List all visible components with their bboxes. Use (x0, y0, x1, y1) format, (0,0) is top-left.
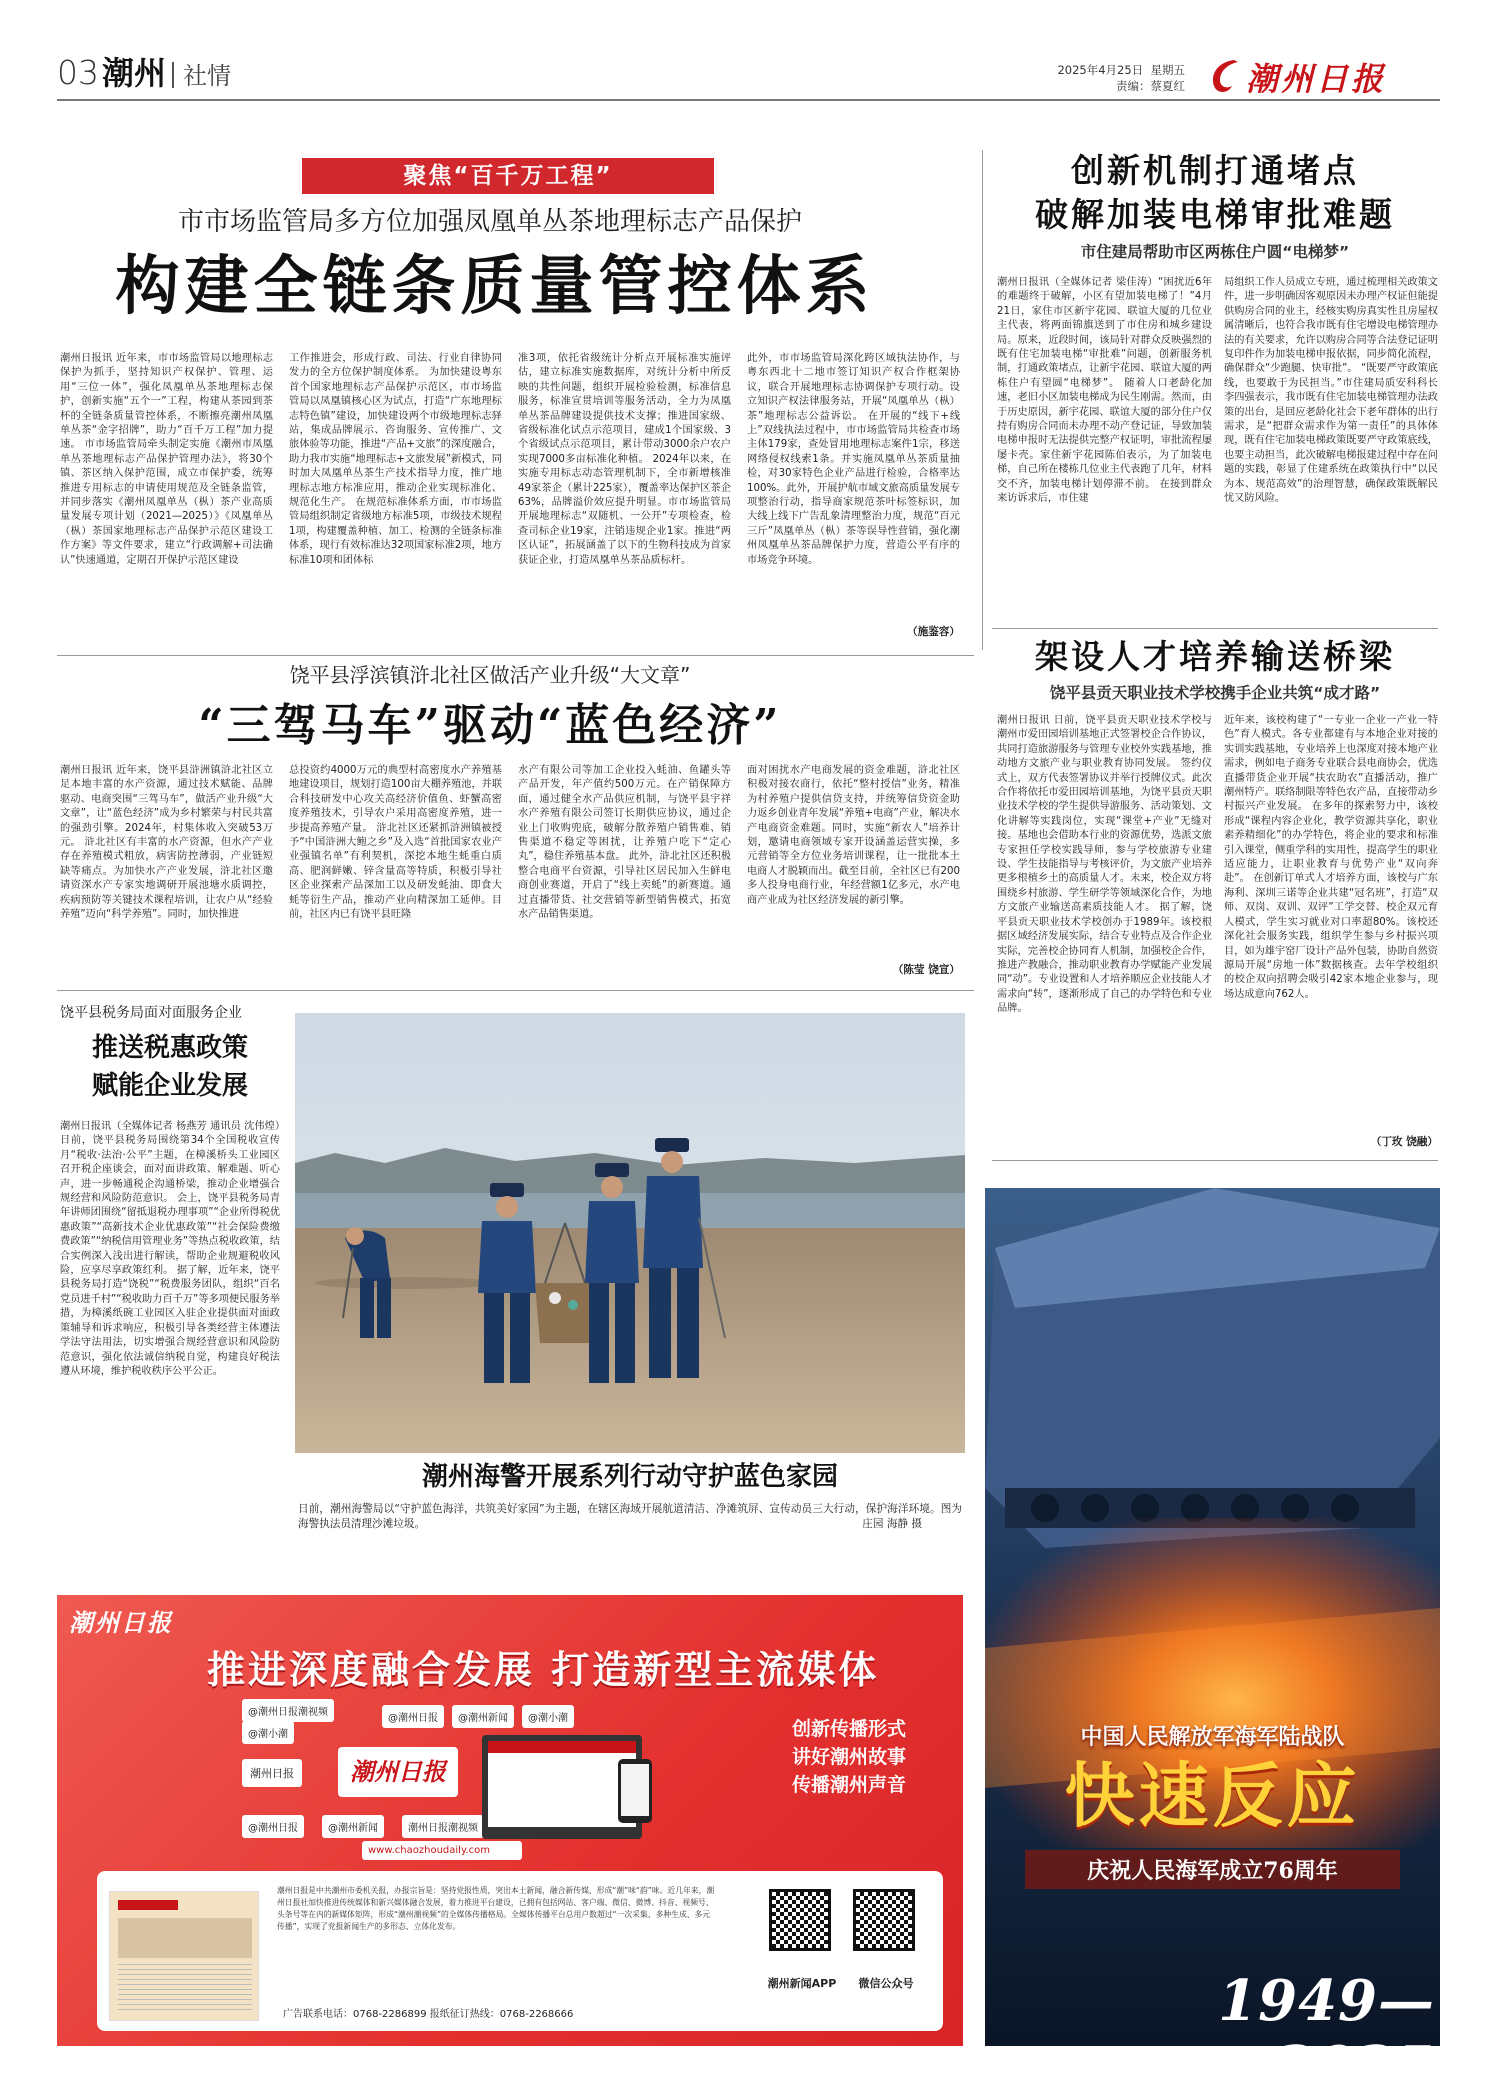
article2-col1: 潮州日报讯（全媒体记者 梁佳涛）“困扰近6年的难题终于破解，小区有望加装电梯了！”4月21日，家住市区新宇花园、联谊大厦的几位业主代表，将两面锦旗送到了市住房和城乡建设局。原来，近段时间，该局针对群众反映强烈的既有住宅加装电梯“审批难”问题，创新服务机制，打通政策堵点，让新宇花园、联谊大厦的两栋住户有望圆“电梯梦”。 随着人口老龄化加速，老旧小区加装电梯成为民生刚需。然而，由于历史原因，新宇花园、联谊大厦的部分住户仅持有购房合同而未办理不动产登记证，导致加装电梯申报时无法提供完整产权证明，审批流程屡屡卡壳。家住新宇花园陈伯表示，为了加装电梯，自己所在楼栋几位业主代表跑了几年，材料交不齐，加装电梯计划停滞不前。 在接到群众来访诉求后，市住建 (997, 277, 1212, 505)
section-name: 社情 (183, 62, 231, 90)
ad-tag-0: @潮州日报潮视频 (242, 1699, 334, 1722)
article2-col2: 局组织工作人员成立专班，通过梳理相关政策文件，进一步明确因客观原因未办理产权证但能提供购房合同的业主，经核实购房真实性且房屋权属清晰后，也符合我市既有住宅增设电梯管理办法的有关要求，允许以购房合同等合法登记证明复印件作为加装电梯申报依据，同步简化流程，确保群众“少跑腿、快审批”。 “既要严守政策底线，也要敢于为民担当。”市住建局质安科科长李四强表示，我市既有住宅加装电梯管理办法政策的出台，是回应老龄化社会下老年群体的出行需求，是“把群众需求作为第一责任”的具体体现，既有住宅加装电梯政策既要严守政策底线，也要主动担当，此次破解电梯报建过程中存在问题的实践，彰显了住建系统在政策执行中“以民为本、规范高效”的治理智慧，确保政策既解民忧又防风险。 (1224, 277, 1438, 505)
article1-kicker: 市市场监管局多方位加强凤凰单丛茶地理标志产品保护 (177, 207, 802, 237)
header-divider (172, 62, 174, 88)
ad-qr-wechat (853, 1889, 915, 1951)
ad-slogan (792, 1715, 952, 1799)
ad-info-panel (97, 1871, 943, 2031)
navy-ad-years: 1949—2025 (1218, 1968, 1435, 2100)
photo-caption (298, 1502, 962, 1532)
article1-author: （施鉴容） (907, 626, 960, 638)
ad-tag-3: @潮州新闻 (452, 1705, 514, 1728)
photo-caption-text: 日前，潮州海警局以“守护蓝色海洋，共筑美好家园”为主题，在辖区海域开展航道清洁、净滩筑屏、宣传动员三大行动，保护海洋环境。图为海警执法员清理沙滩垃圾。 (298, 1503, 962, 1530)
article3-kicker: 饶平县浮滨镇浒北社区做活产业升级“大文章” (289, 663, 691, 687)
media-ad (57, 1595, 963, 2046)
issue-date: 2025年4月25日 星期五 (1057, 63, 1185, 77)
ad-slogan-line-3: 传播潮州声音 (792, 1774, 907, 1796)
ad-intro-text: 潮州日报是中共潮州市委机关报，办报宗旨是：坚持党报性质，突出本土新闻，融合新传媒，形成“潮”味“韵”味。近几年来，潮州日报社加快推进传统媒体和新兴媒体融合发展，着力推进平台建设，已拥有包括网站、客户端、微信、微博、抖音、视频号、头条号等在内的新媒体矩阵，形成“潮州潮视频”的全媒体传播格局。全媒体传播平台总用户数超过“一次采集、多种生成、多元传播”，实现了党报新闻生产的多形态、立体化发布。 (277, 1886, 715, 1931)
ad-tag-7: @潮州新闻 (322, 1815, 384, 1838)
article5-headline-line1: 推送税惠政策 (91, 1033, 248, 1063)
ad-site-bar: www.chaozhoudaily.com (362, 1841, 522, 1860)
photo-credit: 庄园 海静 摄 (862, 1518, 922, 1530)
article3-col4: 面对困扰水产电商发展的资金难题，浒北社区积极对接农商行，依托“整村授信”业务，精准为村养殖户提供信贷支持，并统筹信贷资金助力返乡创业青年发展“养殖+电商”产业，解决水产电商资金难题。同时，实施“新农人”培养计划，邀请电商领域专家开设涵盖运营实操，多元营销等全方位业务培训课程，让一批批本土电商人才脱颖而出。截至目前，全社区已有200多人投身电商行业，年经营额1亿多元，水产电商产业成为社区经济发展的新引擎。 (747, 765, 961, 906)
article3-headline: “三驾马车”驱动“蓝色经济” (198, 700, 782, 751)
ad-tag-6: @潮州日报 (242, 1815, 304, 1838)
article4-bottom-rule (992, 1160, 1438, 1161)
article2-subhead: 市住建局帮助市区两栋住户圆“电梯梦” (1080, 243, 1350, 261)
article5-kicker: 饶平县税务局面对面服务企业 (60, 1005, 242, 1021)
article4-subhead: 饶平县贡天职业技术学校携手企业共筑“成才路” (1049, 684, 1381, 702)
article4-author: （丁玫 饶融） (1370, 1136, 1438, 1148)
ad-qr-label-app: 潮州新闻APP (767, 1977, 837, 1990)
beach-cleanup-image (295, 1013, 965, 1453)
vertical-divider (982, 150, 983, 650)
ad-slogan-line-2: 讲好潮州故事 (792, 1746, 907, 1768)
ad-headline: 推进深度融合发展 打造新型主流媒体 (207, 1647, 880, 1692)
header-rule (57, 99, 1440, 101)
editor-credit: 责编：蔡夏红 (1116, 79, 1185, 93)
article4-col2: 近年来，该校构建了“一专业一企业一产业一特色”育人模式。各专业都建有与本地企业对接的实训实践基地，专业培养上也深度对接本地产业需求，例如电子商务专业联合县电商协会，优选直播带货企业开展“扶农助农”直播活动，推广潮州特产。联络制限等特色农产品，直接带动乡村振兴产业发展。 在多年的探索努力中，该校形成“课程内容企业化，教学资源共享化，职业素养精细化”的办学特色，将企业的要求和标准引入课堂，侧重学科的实用性，提高学生的职业适应能力，让职业教育与优势产业“双向奔赴”。 在创新订单式人才培养方面，该校与广东海利、深圳三诺等企业共建“冠名班”，打造“双师、双岗、双训、双评”工学交替、校企双元育人模式，学生实习就业对口率超80%。该校还深化社会服务实践，组织学生参与乡村振兴项目，如为雄宇窑厂设计产品外包装，协助自然资源局开展“房地一体”数据核查。去年学校组织的校企双向招聘会吸引42家本地企业参与，现场达成意向762人。 (1224, 715, 1438, 1000)
ad-newspaper-thumb (109, 1891, 259, 2021)
ad-tag-8: 潮州日报潮视频 (402, 1815, 484, 1838)
ad-tag-5: 潮州日报 (242, 1759, 302, 1787)
article2-headline-line2: 破解加装电梯审批难题 (1035, 195, 1395, 234)
edition-name: 潮州 (102, 54, 167, 92)
article1-bottom-rule (57, 655, 974, 656)
article2-headline-line1: 创新机制打通堵点 (1071, 151, 1359, 190)
article4-headline: 架设人才培养输送桥梁 (1035, 637, 1395, 676)
masthead-swirl-icon (1208, 56, 1242, 96)
ad-contact: 广告联系电话：0768-2286899 报纸征订热线：0768-2268666 (283, 2009, 574, 2020)
ad-tag-1: @潮小潮 (242, 1721, 294, 1744)
article3-author: （陈莹 饶宣） (892, 964, 960, 976)
article1-col2: 工作推进会，形成行政、司法、行业自律协同发力的全方位保护制度体系。 为加快建设粤东首个国家地理标志产品保护示范区，市市场监管局以凤凰镇核心区为试点，打造“广东地理标志特色镇”建设，加快建设两个市级地理标志驿站，集成品牌展示、咨询服务、宣传推广、文旅体验等功能，推进“产品+文旅”的深度融合，助力我市实施“地理标志+文旅发展”新模式，同时加大凤凰单丛茶生产技术指导力度，推广地理标志地方标准应用，推动企业实现标准化、规范化生产。 在规范标准体系方面，市市场监管局组织制定省级地方标准5项，市级技术规程1项，构建覆盖种植、加工、检测的全链条标准体系，现行有效标准达32项国家标准2项，地方标准10项和团体标 (289, 353, 503, 566)
ad-tag-2: @潮州日报 (382, 1705, 444, 1728)
ad-center-logo: 潮州日报 (338, 1747, 458, 1797)
amphibious-vehicle-image (985, 1188, 1440, 2046)
article3-bottom-rule (57, 990, 974, 991)
article1-col3: 准3项，依托省级统计分析点开展标准实施评估，建立标准实施数据库，对统计分析中所反映的共性问题，组织开展检验检测，标准信息服务，标准宣贯培训等服务活动，全力为凤凰单丛茶品牌建设提供技术支撑；推进国家级、省级标准化试点示范项目，建成1个国家级、3个省级试点示范项目，累计带动3000余户农户实现7000多亩标准化种植。 2024年以来，在实施专用标志动态管理机制下，全市新增核准49家茶企（累计225家），覆盖率达保护区茶企63%，品牌溢价效应提升明显。市市场监管局开展地理标志“双随机、一公开”专项检查，检查司标企业19家，注销违规企业1家。推进“两区认证”，拓展涵盖了以下的生物科技成为首家获证企业，打造凤凰单丛茶品质标杆。 (518, 353, 731, 566)
navy-ad-line1: 中国人民解放军海军陆战队 (1080, 1724, 1345, 1750)
ad-qr-app (769, 1889, 831, 1951)
photo-title: 潮州海警开展系列行动守护蓝色家园 (421, 1462, 838, 1492)
article3-col3: 水产有限公司等加工企业投入蚝油、鱼罐头等产品开发，年产值约500万元。在产销保障方面，通过健全水产品供应机制，与饶平县宇祥水产养殖有限公司签订长期供应协议，通过企业上门收购兜底，破解分散养殖户销售难、销售渠道不稳定等困扰，让养殖户吃下“定心丸”，稳住养殖基本盘。 此外，浒北社区还积极整合电商平台资源，引导社区居民加入生鲜电商创业赛道，开启了“线上卖蚝”的新赛道。通过直播带货、社交营销等新型销售模式，拓宽水产品销售渠道。 (518, 765, 731, 921)
article3-col1: 潮州日报讯 近年来，饶平县浒洲镇浒北社区立足本地丰富的水产资源，通过技术赋能、品牌驱动、电商突围“三驾马车”，做活产业升级“大文章”，让“蓝色经济”成为乡村繁荣与村民共富的强劲引擎。2024年，村集体收入突破53万元。 浒北社区有丰富的水产资源，但水产产业存在养殖模式粗放，病害防控薄弱，产业链短缺等痛点。为加快水产产业发展，浒北社区邀请资深水产专家实地调研开展池塘水质调控，疾病预防等关键技术课程培训，让农户从“经验养殖”迈向“科学养殖”。同时，加快推进 (60, 765, 273, 921)
article1-col4: 此外，市市场监管局深化跨区域执法协作，与粤东西北十二地市签订知识产权合作框架协议，联合开展地理标志协调保护专项行动。设立知识产权法律服务站，开展“凤凰单丛（枞）茶”地理标志公益诉讼。 在开展的“线下+线上”双线执法过程中，市市场监管局共检查市场主体179家，查处冒用地理标志案件1宗，移送网络侵权线索1条。并实施凤凰单丛茶质量抽检，对30家特色企业产品进行检验，合格率达100%。此外，开展护航市域文旅高质量发展专项整治行动，指导商家规范茶叶标签标识，加大线上线下广告乱象清理整治力度，规范“百元三斤”凤凰单丛（枞）茶等误导性营销，强化潮州凤凰单丛茶品牌保护力度，营造公平有序的市场竞争环境。 (747, 353, 960, 566)
article1-headline: 构建全链条质量管控体系 (115, 249, 875, 324)
navy-ad (985, 1188, 1440, 2100)
article2-bottom-rule (992, 628, 1438, 629)
masthead-logo: 潮州日报 (1208, 52, 1428, 96)
ad-slogan-line-1: 创新传播形式 (792, 1718, 907, 1740)
ad-platform-cluster (242, 1699, 652, 1865)
article5-headline-line2: 赋能企业发展 (91, 1071, 248, 1101)
article5-body: 潮州日报讯（全媒体记者 杨燕芳 通讯员 沈伟煌）日前，饶平县税务局围绕第34个全国税收宣传月“税收·法治·公平”主题，在樟溪桥头工业园区召开税企座谈会，面对面讲政策、解难题、听心声，进一步畅通税企沟通桥梁，推动企业增强合规经营和风险防范意识。 会上，饶平县税务局青年讲师团围绕“留抵退税办理事项”“企业所得税优惠政策”“高新技术企业优惠政策”“社会保险费缴费政策”“纳税信用管理业务”等热点税收政策，结合实例深入浅出进行解读，帮助企业规避税收风险，应享尽享政策红利。 据了解，近年来，饶平县税务局打造“饶税”“税费服务团队，组织“百名党员进千村”“税收助力百千万”等多项便民服务举措，为樟溪纸碗工业园区入驻企业提供面对面政策辅导和诉求响应，积极引导各类经营主体遵法学法守法用法，切实增强合规经营意识和风险防范意识，强化依法诚信纳税自觉，构建良好税法遵从环境，维护税收秩序公平公正。 (60, 1121, 280, 1377)
ad-tag-4: @潮小潮 (522, 1705, 574, 1728)
coast-guard-photo (295, 1013, 965, 1453)
article3-col2: 总投资约4000万元的典型村高密度水产养殖基地建设项目，规划打造100亩大棚养殖池，并联合科技研发中心攻关高经济价值鱼、虾蟹高密度养殖技术，引导农户采用高密度养殖，进一步提高养殖产量。 浒北社区还紧抓浒洲镇被授予“中国浒洲大鲍之乡”及入选“首批国家农业产业强镇名单”有利契机，深挖本地生蚝重白质高、肥润鲜嫩、锌含量高等特质，积极引导社区企业探索产品深加工以及研发蚝油、即食大蚝等衍生产品，推动产业向精深加工延伸。目前，社区内已有饶平县旺隆 (289, 765, 503, 921)
focus-banner: 聚焦“百千万工程” (302, 158, 714, 194)
article4-col1: 潮州日报讯 日前，饶平县贡天职业技术学校与潮州市爱田园培训基地正式签署校企合作协议，共同打造旅游服务与管理专业校外实践基地，推动地方文旅产业与职业教育协同发展。 签约仪式上，双方代表签署协议并举行授牌仪式。此次合作将依托市爱田园培训基地，为饶平县贡天职业技术学校的学生提供导游服务、活动策划、文化讲解等实践岗位，实现“课堂+产业”无缝对接。基地也会借助本行业的资源优势，选派文旅专家担任学校实践导师，参与学校旅游专业建设、学生技能指导与考核评价，为文旅产业培养更多根植乡土的高质量人才。未来，校企双方将围绕乡村旅游、学生研学等领域深化合作，为地方文旅产业输送高素质技能人才。 据了解，饶平县贡天职业技术学校创办于1989年。该校根据区域经济发展实际，结合专业特点及合作企业实际，完善校企协同育人机制，加强校企合作，推进产教融合，推动职业教育办学赋能产业发展同“动”。专业设置和人才培养顺应企业技能人才需求向“转”，逐渐形成了自己的办学特色和专业品牌。 (997, 715, 1212, 1015)
navy-ad-line2: 快速反应 (1064, 1754, 1361, 1837)
article1-col1: 潮州日报讯 近年来，市市场监管局以地理标志保护为抓手，坚持知识产权保护、管理、运用“三位一体”，强化凤凰单丛茶地理标志保护，创新实施“五个一”工程，构建从茶园到茶杯的全链条质量管控体系，不断擦亮潮州凤凰单丛茶“金字招牌”，助力“百千万工程”加力提速。 市市场监管局牵头制定实施《潮州市凤凰单丛茶地理标志产品保护管理办法》，将30个镇、茶区纳入保护范围，成立市保护委，统筹推进专用标志的申请使用规范及全链条监管，并同步落实《潮州凤凰单丛（枞）茶产业高质量发展专项计划（2021—2025）》《凤凰单丛（枞）茶国家地理标志产品保护示范区建设工作方案》等文件要求，建立“行政调解+司法确认”快速通道，定期召开保护示范区建设 (60, 353, 273, 566)
navy-ad-line3: 庆祝人民海军成立76周年 (1025, 1850, 1400, 1889)
ad-phone-icon (618, 1759, 652, 1823)
page-number: 03 (57, 53, 99, 92)
ad-qr-label-wechat: 微信公众号 (858, 1977, 914, 1990)
ad-logo: 潮州日报 (69, 1608, 173, 1637)
